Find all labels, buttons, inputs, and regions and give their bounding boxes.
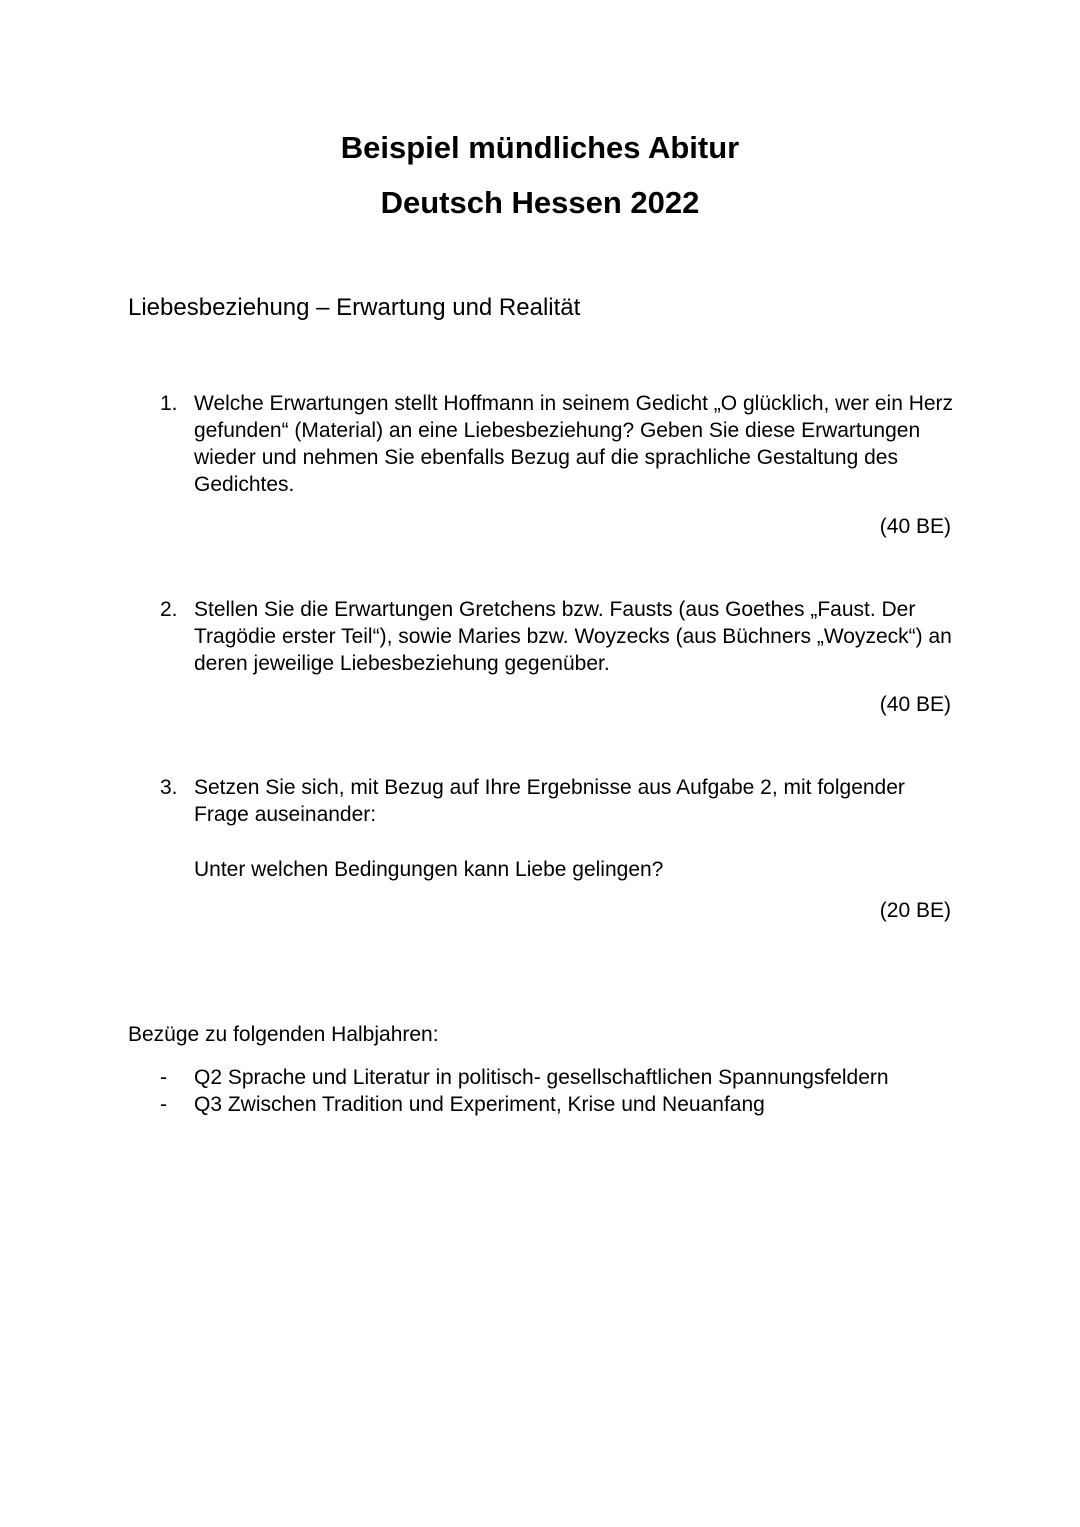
task-1-points: (40 BE) — [879, 515, 951, 538]
task-question: Unter welchen Bedingungen kann Liebe gelingen? — [194, 858, 664, 881]
task-text: Stellen Sie die Erwartungen Gretchens bzw. Fausts (aus Goethes „Faust. Der Tragödie erster Teil“), sowie Maries bzw. Woyzecks (aus Büchners „Woyzeck“) an deren jeweilige Liebesbeziehung gegenüber. — [194, 598, 952, 675]
task-3 — [160, 774, 960, 883]
reference-text: Q3 Zwischen Tradition und Experiment, Krise und Neuanfang — [194, 1093, 765, 1116]
document-title: Beispiel mündliches Abitur — [340, 130, 740, 165]
task-3-points: (20 BE) — [879, 899, 951, 922]
bullet-dash: - — [160, 1066, 167, 1089]
task-text: Setzen Sie sich, mit Bezug auf Ihre Ergebnisse aus Aufgabe 2, mit folgender Frage auseinander: — [194, 776, 905, 826]
references-heading: Bezüge zu folgenden Halbjahren: — [128, 1023, 439, 1046]
document-subtitle: Deutsch Hessen 2022 — [380, 185, 700, 220]
task-text: Welche Erwartungen stellt Hoffmann in seinem Gedicht „O glücklich, wer ein Herz gefunden“ (Material) an eine Liebesbeziehung? Geben Sie diese Erwartungen wieder und nehmen Sie ebenfalls Bezug auf die sprachliche Gestaltung des Gedichtes. — [194, 392, 954, 496]
list-item — [160, 1064, 1020, 1091]
reference-text: Q2 Sprache und Literatur in politisch- gesellschaftlichen Spannungsfeldern — [194, 1066, 889, 1089]
task-number: 3. — [160, 776, 178, 799]
task-2-points: (40 BE) — [879, 693, 951, 716]
task-2 — [160, 596, 960, 677]
references-list — [160, 1064, 1020, 1118]
topic-heading: Liebesbeziehung – Erwartung und Realität — [128, 294, 581, 321]
task-number: 2. — [160, 598, 178, 621]
list-item — [160, 1091, 1020, 1118]
task-number: 1. — [160, 392, 178, 415]
task-1 — [160, 390, 960, 498]
bullet-dash: - — [160, 1093, 167, 1116]
